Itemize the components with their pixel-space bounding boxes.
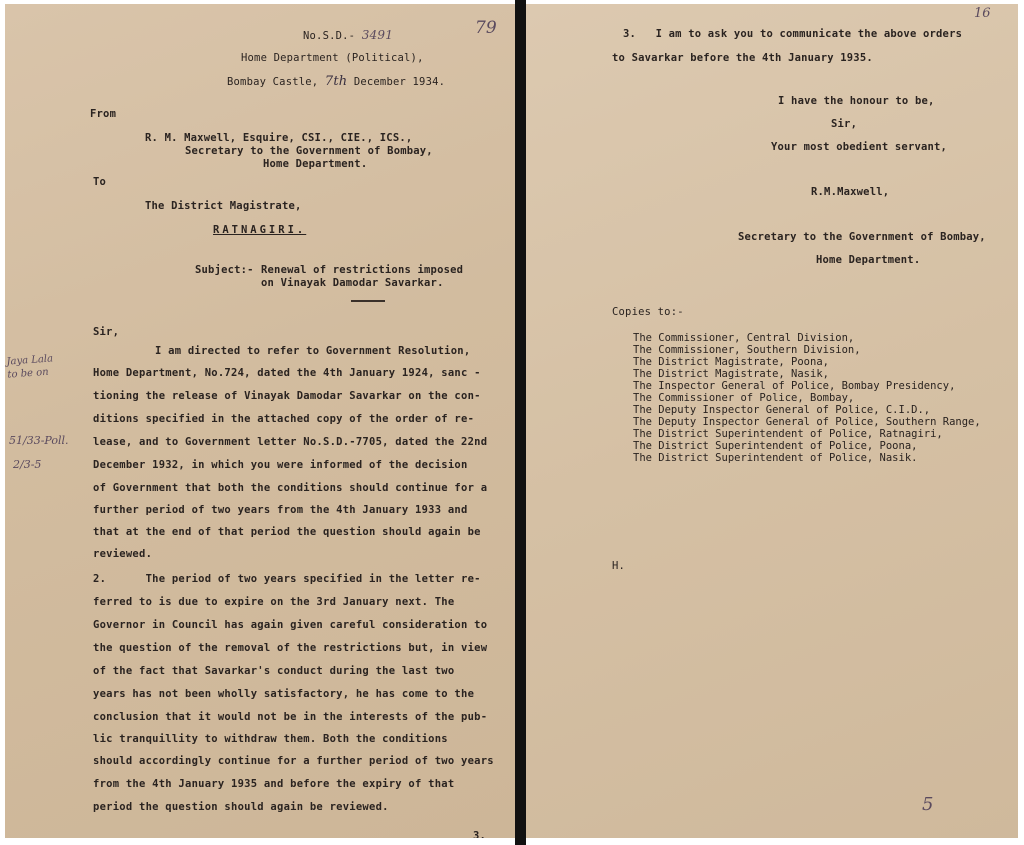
body-line: ferred to is due to expire on the 3rd January next. The (93, 596, 455, 608)
body-line: conclusion that it would not be in the interests of the pub- (93, 711, 488, 723)
salutation: Sir, (93, 326, 120, 338)
copy-recipient: The Inspector General of Police, Bombay Presidency, (633, 380, 956, 392)
body-line: lease, and to Government letter No.S.D.-7705, dated the 22nd (93, 436, 488, 448)
copies-label: Copies to:- (612, 306, 684, 318)
body-line: of the fact that Savarkar's conduct during the last two (93, 665, 455, 677)
page-number-handwritten: 5 (922, 794, 934, 815)
margin-file-number-handwritten: 51/33-Poll. (9, 434, 69, 447)
reference-number-handwritten: 3491 (361, 28, 394, 42)
body-line: that at the end of that period the question should again be (93, 526, 481, 538)
subject-rule (351, 300, 385, 302)
body-line: ditions specified in the attached copy of the order of re- (93, 413, 475, 425)
letter-page-2 (526, 4, 1018, 838)
typist-initial: H. (612, 560, 626, 572)
sender-line-3: Home Department. (263, 158, 368, 170)
corner-handwritten-number: 16 (974, 6, 991, 21)
body-line: December 1932, in which you were informed of the decision (93, 459, 468, 471)
reference-number: No.S.D.- 3491 (303, 28, 394, 42)
recipient-place: RATNAGIRI. (213, 224, 307, 236)
signature-title-2: Home Department. (816, 254, 921, 266)
copy-recipient: The Commissioner, Southern Division, (633, 344, 861, 356)
body-line: tioning the release of Vinayak Damodar Savarkar on the con- (93, 390, 481, 402)
to-label: To (93, 176, 107, 188)
body-line: of Government that both the conditions should continue for a (93, 482, 488, 494)
margin-date-handwritten: 2/3-5 (13, 458, 42, 471)
copy-recipient: The District Superintendent of Police, Ratnagiri, (633, 428, 943, 440)
body-line: should accordingly continue for a further period of two years (93, 755, 494, 767)
paragraph-3-line-2: to Savarkar before the 4th January 1935. (612, 52, 873, 64)
closing-line-1: I have the honour to be, (778, 95, 935, 107)
closing-line-2: Sir, (831, 118, 858, 130)
copy-recipient: The District Superintendent of Police, Nasik. (633, 452, 918, 464)
copy-recipient: The Commissioner, Central Division, (633, 332, 855, 344)
page-divider (515, 0, 526, 845)
sender-line-2: Secretary to the Government of Bombay, (185, 145, 433, 157)
letter-page-1 (5, 4, 515, 838)
body-line: lic tranquillity to withdraw them. Both the conditions (93, 733, 448, 745)
copy-recipient: The Commissioner of Police, Bombay, (633, 392, 855, 404)
date-line: Bombay Castle, 7th December 1934. (227, 74, 446, 89)
paragraph-3-line-1: 3. I am to ask you to communicate the above orders (623, 28, 963, 40)
copy-recipient: The Deputy Inspector General of Police, C.I.D., (633, 404, 931, 416)
copy-recipient: The District Magistrate, Nasik, (633, 368, 829, 380)
signature-title-1: Secretary to the Government of Bombay, (738, 231, 986, 243)
copy-recipient: The District Superintendent of Police, Poona, (633, 440, 918, 452)
body-line: from the 4th January 1935 and before the expiry of that (93, 778, 455, 790)
page-continuation: 3. (473, 830, 487, 838)
subject-line-2: on Vinayak Damodar Savarkar. (261, 277, 444, 289)
body-line: Home Department, No.724, dated the 4th January 1924, sanc - (93, 367, 481, 379)
copy-recipient: The District Magistrate, Poona, (633, 356, 829, 368)
recipient: The District Magistrate, (145, 200, 302, 212)
body-line: I am directed to refer to Government Resolution, (155, 345, 471, 357)
body-line: 2. The period of two years specified in the letter re- (93, 573, 481, 585)
sender-line-1: R. M. Maxwell, Esquire, CSI., CIE., ICS., (145, 132, 413, 144)
subject-line-1: Renewal of restrictions imposed (261, 264, 464, 276)
corner-handwritten-number: 79 (475, 18, 497, 38)
subject-label: Subject:- (195, 264, 254, 276)
signature-name: R.M.Maxwell, (811, 186, 890, 198)
date-day-handwritten: 7th (324, 74, 348, 89)
body-line: further period of two years from the 4th January 1933 and (93, 504, 468, 516)
body-line: period the question should again be reviewed. (93, 801, 389, 813)
department-line: Home Department (Political), (241, 52, 424, 64)
body-line: years has not been wholly satisfactory, he has come to the (93, 688, 475, 700)
body-line: Governor in Council has again given careful consideration to (93, 619, 488, 631)
body-line: the question of the removal of the restrictions but, in view (93, 642, 488, 654)
margin-note-handwritten: Jaya Lala to be on (6, 353, 54, 381)
from-label: From (90, 108, 117, 120)
copy-recipient: The Deputy Inspector General of Police, Southern Range, (633, 416, 981, 428)
closing-line-3: Your most obedient servant, (771, 141, 948, 153)
bleed-through-text (115, 44, 121, 55)
body-line: reviewed. (93, 548, 153, 560)
